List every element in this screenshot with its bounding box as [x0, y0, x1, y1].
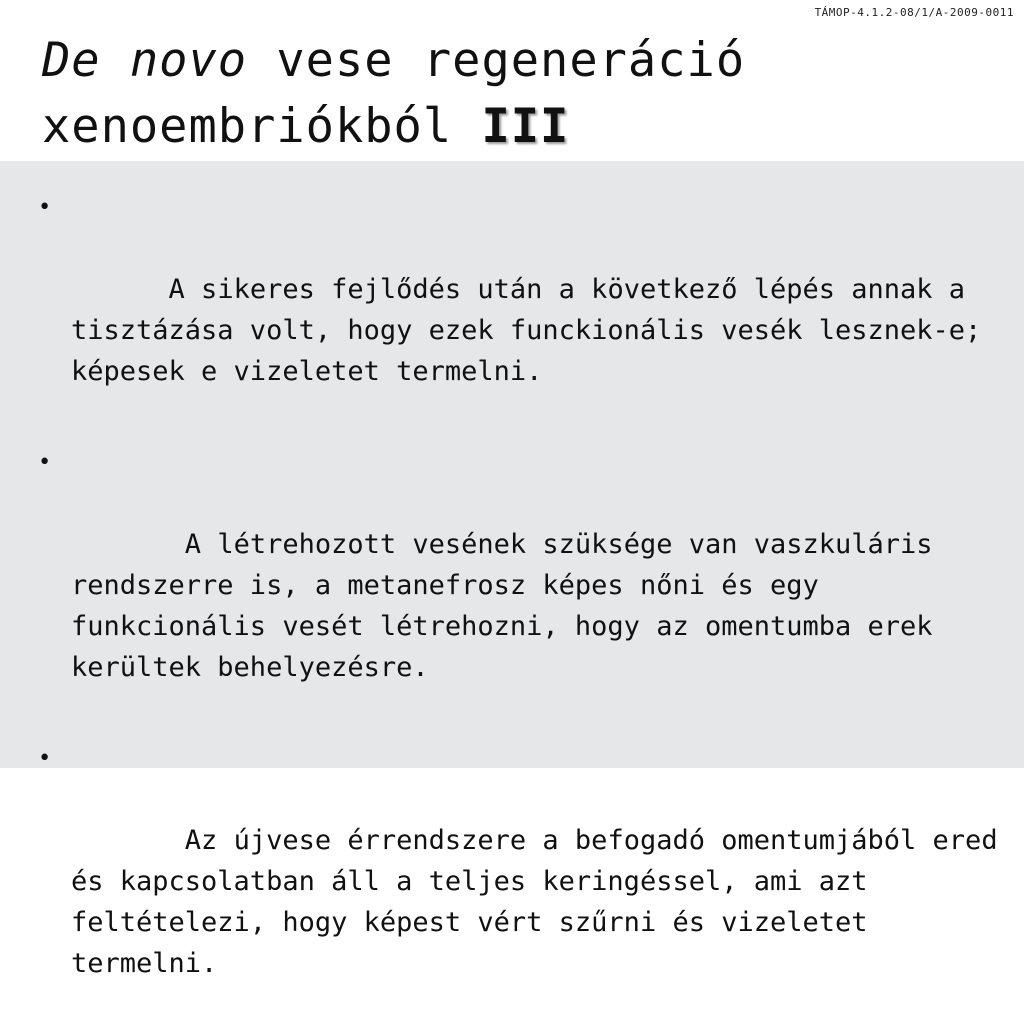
bullet-text: A létrehozott vesének szüksége van vaszkuláris rendszerre is, a metanefrosz képes nőni és egy funkcionális vesét létrehozni, hogy az omentumba erek kerültek behelyezésre.: [71, 529, 949, 683]
bullet-icon: •: [38, 450, 52, 475]
bullet-icon: •: [38, 746, 52, 771]
title-roman-numeral: III: [481, 99, 570, 154]
title-italic-part: De novo: [42, 33, 248, 88]
title-line1-rest: vese regeneráció: [247, 33, 746, 88]
bullet-item-3: [38, 738, 1014, 1025]
bullet-text: A sikeres fejlődés után a következő lépés annak a tisztázása volt, hogy ezek funckionális vesék lesznek-e; képesek e vizeletet termelni.: [71, 274, 998, 387]
title-line2: xenoembriókból: [42, 99, 482, 154]
content-panel: [0, 161, 1024, 979]
bullet-item-1: [38, 187, 998, 433]
bullet-item-2: [38, 442, 998, 729]
project-code: TÁMOP-4.1.2-08/1/A-2009-0011: [814, 6, 1014, 19]
bullet-icon: •: [38, 195, 52, 220]
bullet-text: Az újvese érrendszere a befogadó omentumjából ered és kapcsolatban áll a teljes keringéssel, ami azt feltételezi, hogy képest vért szűrni és vizeletet termelni.: [71, 825, 1014, 979]
slide-title: [42, 28, 745, 160]
bullet-list: [38, 187, 1014, 1034]
